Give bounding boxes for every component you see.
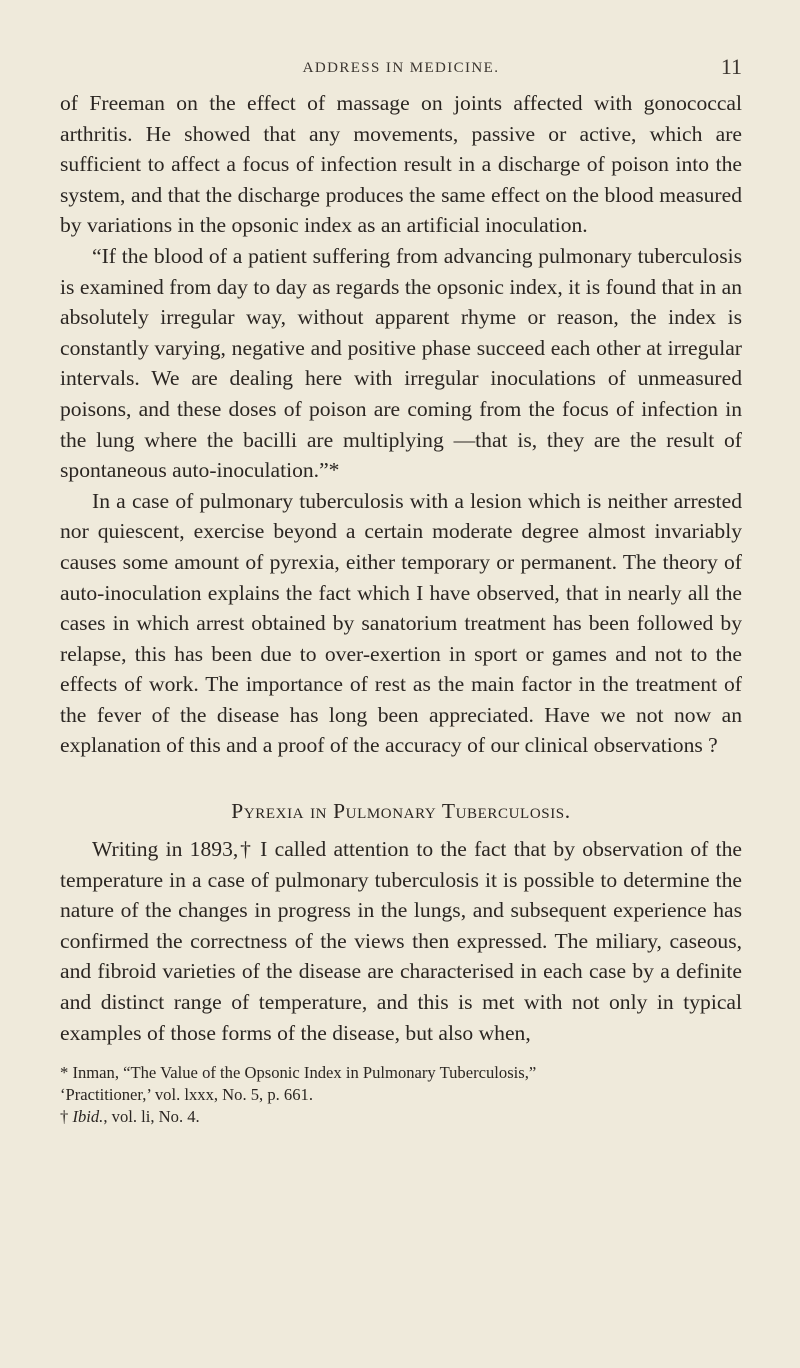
body-text	[60, 88, 742, 1048]
paragraph-1: of Freeman on the effect of massage on joints affected with gonococcal arthritis. He showed that any movements, passive or active, which are sufficient to affect a focus of infection result in a discharge of poison into the system, and that the discharge produces the same effect on the blood measured by variations in the opsonic index as an artificial inoculation.	[60, 91, 742, 238]
footnote-2-mark: †	[60, 1107, 69, 1127]
section-heading: Pyrexia in Pulmonary Tuberculosis.	[231, 799, 571, 824]
running-head	[60, 52, 742, 88]
footnote-2-rest: , vol. li, No. 4.	[103, 1107, 200, 1127]
running-title: ADDRESS IN MEDICINE.	[302, 60, 500, 76]
footnote-1-line-2: ‘Practitioner,’ vol. lxxx, No. 5, p. 661.	[60, 1085, 313, 1105]
page	[60, 52, 742, 1128]
paragraph-4: Writing in 1893,† I called attention to the fact that by observation of the temperature in a case of pulmonary tuberculosis it is possible to determine the nature of the changes in progress in the lungs, and subsequent experience has confirmed the correctness of the views then expressed. The miliary, caseous, and fibroid varieties of the disease are characterised in each case by a definite and distinct range of temperature, and this is met with not only in typical examples of those forms of the disease, but also when,	[60, 837, 742, 1045]
paragraph-2-quotation: “If the blood of a patient suffering from advancing pulmonary tuberculosis is examined from day to day as regards the opsonic index, it is found that in an absolutely irregular way, without apparent rhyme or reason, the index is constantly varying, negative and positive phase succeed each other at irregular intervals. We are dealing here with irregular inoculations of unmeasured poisons, and these doses of poison are coming from the focus of infection in the lung where the bacilli are multiplying —that is, they are the result of spontaneous auto-inoculation.”*	[60, 243, 742, 483]
page-number: 11	[720, 54, 742, 79]
paragraph-3: In a case of pulmonary tuberculosis with a lesion which is neither arrested nor quiescent, exercise beyond a certain moderate degree almost invariably causes some amount of pyrexia, either temporary or permanent. The theory of auto-inoculation explains the fact which I have observed, that in nearly all the cases in which arrest obtained by sanatorium treatment has been followed by relapse, this has been due to over-exertion in sport or games and not to the effects of work. The importance of rest as the main factor in the treatment of the fever of the disease has long been appreciated. Have we not now an explanation of this and a proof of the accuracy of our clinical observations ?	[60, 488, 742, 758]
footnote-2	[60, 1106, 742, 1128]
footnote-2-ibid: Ibid.	[72, 1107, 104, 1127]
footnotes	[60, 1062, 742, 1128]
footnote-1-line-1: * Inman, “The Value of the Opsonic Index in Pulmonary Tuberculosis,”	[60, 1063, 537, 1083]
